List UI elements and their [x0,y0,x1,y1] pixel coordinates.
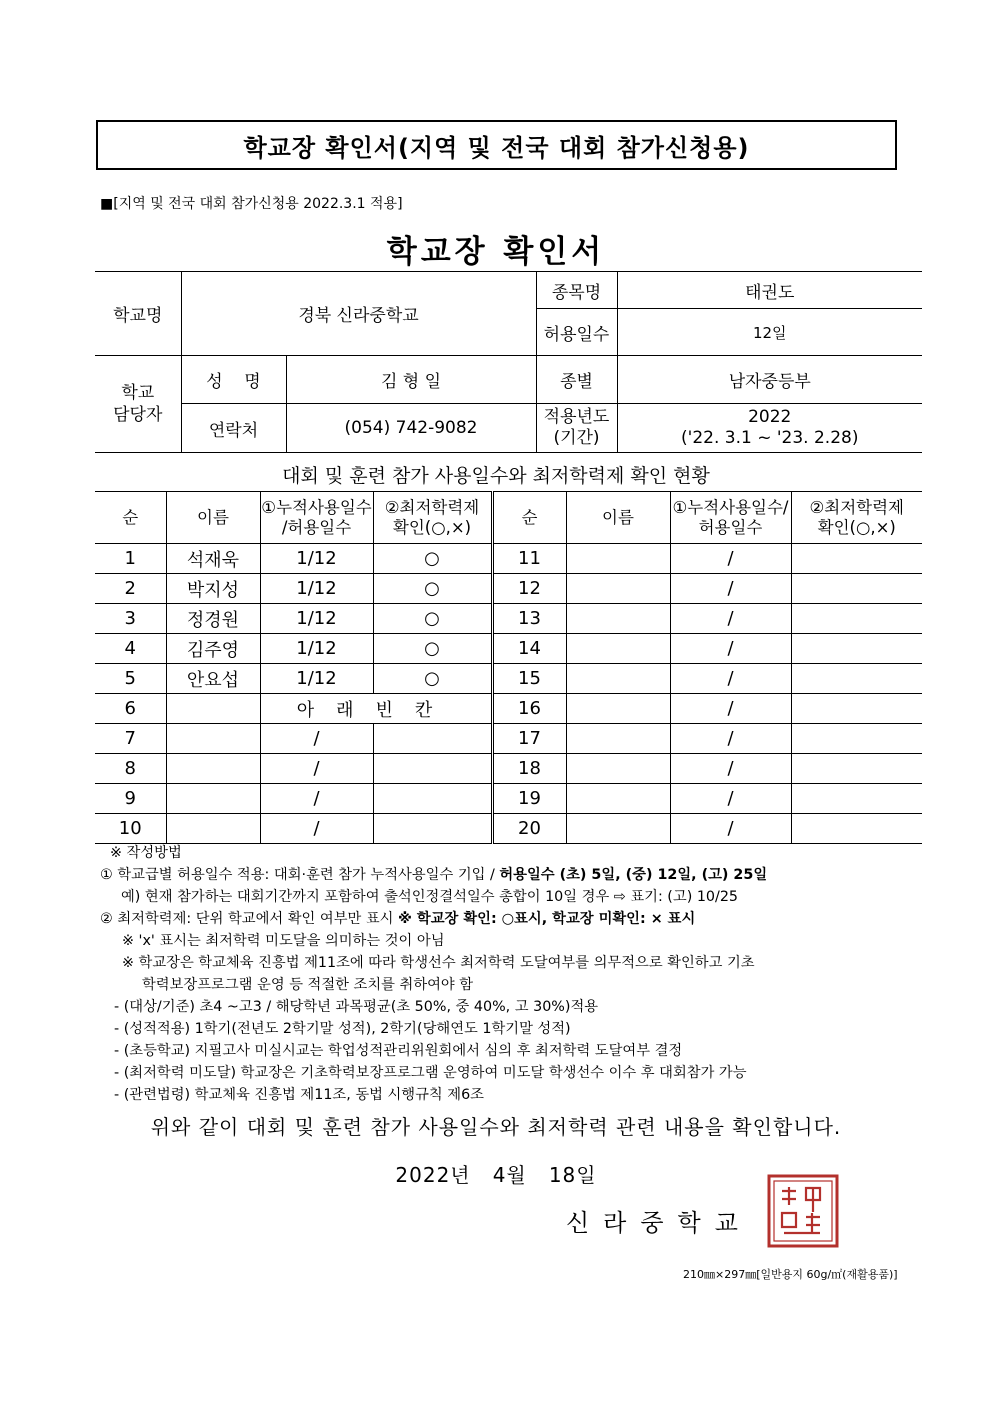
table-row [95,604,922,634]
roster-cell-check2 [791,634,922,664]
roster-cell-check2 [791,754,922,784]
instruction-min-academic [100,908,930,930]
roster-cell-name2 [566,724,670,754]
instruction-text: ① 학교급별 허용일수 적용: 대회·훈련 참가 누적사용일수 기입 / [100,867,500,883]
roster-cell-ratio1: / [260,784,373,814]
roster-cell-check1 [373,754,492,784]
roster-cell-ratio1: 1/12 [260,604,373,634]
roster-cell-n1: 6 [95,694,166,724]
contact-label: 연락처 [181,404,286,453]
table-row [95,574,922,604]
roster-cell-name1 [166,754,260,784]
roster-header-6: ①누적사용일수/ 허용일수 [670,492,791,544]
name-label: 성 명 [181,356,286,404]
roster-cell-n1: 2 [95,574,166,604]
roster-cell-name1: 정경원 [166,604,260,634]
document-title: 학교장 확인서(지역 및 전국 대회 참가신청용) [243,133,750,162]
instruction-allowed-days [100,864,930,886]
roster-table [95,491,922,844]
main-title: 학교장 확인서 [386,234,606,270]
roster-cell-check2 [791,814,922,844]
year-label: 적용년도 (기간) [536,404,617,453]
table-row [95,724,922,754]
roster-cell-n2: 14 [492,634,566,664]
roster-cell-name1: 김주영 [166,634,260,664]
roster-cell-ratio2: / [670,574,791,604]
roster-cell-n1: 10 [95,814,166,844]
table-row [95,544,922,574]
roster-header-4: 순 [492,492,566,544]
roster-cell-check1: ○ [373,604,492,634]
roster-header-5: 이름 [566,492,670,544]
allowed-days-label: 허용일수 [536,309,617,356]
school-seal-stamp [766,1173,840,1249]
instruction-x-meaning: ※ 'x' 표시는 최저학력 미도달을 의미하는 것이 아님 [122,933,445,949]
table-row [95,784,922,814]
roster-cell-check1: ○ [373,634,492,664]
table-row [95,814,922,844]
confirmation-statement: 위와 같이 대회 및 훈련 참가 사용일수와 최저학력 관련 내용을 확인합니다. [150,1115,842,1139]
roster-cell-check1: ○ [373,664,492,694]
roster-cell-n2: 19 [492,784,566,814]
roster-cell-check2 [791,694,922,724]
roster-cell-n2: 17 [492,724,566,754]
roster-cell-n2: 11 [492,544,566,574]
roster-cell-name1: 안요섭 [166,664,260,694]
paper-spec: 210㎜×297㎜[일반용지 60g/㎡(재활용품)] [683,1268,898,1281]
blank-below-note: 아래빈칸 [260,694,492,724]
roster-cell-name2 [566,544,670,574]
roster-cell-check2 [791,604,922,634]
roster-cell-name1: 박지성 [166,574,260,604]
roster-cell-check2 [791,784,922,814]
roster-cell-name1 [166,784,260,814]
roster-cell-n1: 8 [95,754,166,784]
instruction-principal-duty-cont: 학력보장프로그램 운영 등 적절한 조치를 취하여야 함 [142,977,474,993]
roster-cell-n2: 20 [492,814,566,844]
roster-cell-n1: 4 [95,634,166,664]
document-title-box [96,120,897,170]
year-cell [617,404,922,453]
principal-check-rule: ※ 학교장 확인: ○표시, 학교장 미확인: × 표시 [398,911,696,927]
application-note: ■[지역 및 전국 대회 참가신청용 2022.3.1 적용] [100,196,403,212]
roster-header-2: ①누적사용일수 /허용일수 [260,492,373,544]
sport-value: 태권도 [617,272,922,309]
school-info-table [95,271,922,453]
roster-cell-check1 [373,724,492,754]
table-row [95,664,922,694]
roster-cell-ratio2: / [670,814,791,844]
roster-cell-ratio1: 1/12 [260,664,373,694]
roster-cell-n1: 7 [95,724,166,754]
table-row [95,634,922,664]
roster-header-1: 이름 [166,492,260,544]
roster-cell-ratio2: / [670,754,791,784]
issue-date: 2022년 4월 18일 [395,1163,597,1187]
sport-label: 종목명 [536,272,617,309]
roster-cell-check2 [791,724,922,754]
roster-cell-name1 [166,694,260,724]
table-row [95,754,922,784]
roster-cell-check2 [791,664,922,694]
period-value: ('22. 3.1 ~ '23. 2.28) [681,428,859,448]
instructions-heading: ※ 작성방법 [110,845,182,861]
instruction-example: 예) 현재 참가하는 대회기간까지 포함하여 출석인정결석일수 총합이 10일 경우 ⇨ 표기: (고) 10/25 [121,889,739,905]
roster-cell-ratio2: / [670,604,791,634]
roster-cell-name2 [566,814,670,844]
roster-cell-name2 [566,694,670,724]
roster-cell-ratio1: / [260,814,373,844]
school-name-label: 학교명 [95,272,181,356]
roster-header-0: 순 [95,492,166,544]
roster-cell-n2: 13 [492,604,566,634]
roster-cell-n1: 3 [95,604,166,634]
roster-header-7: ②최저학력제 확인(○,×) [791,492,922,544]
division-value: 남자중등부 [617,356,922,404]
roster-cell-name2 [566,634,670,664]
section-title: 대회 및 훈련 참가 사용일수와 최저학력제 확인 현황 [282,465,710,487]
roster-cell-name2 [566,574,670,604]
roster-cell-check2 [791,544,922,574]
instruction-law: - (관련법령) 학교체육 진흥법 제11조, 동법 시행규칙 제6조 [114,1087,484,1103]
roster-cell-ratio2: / [670,664,791,694]
manager-label: 학교 담당자 [95,356,181,453]
roster-cell-name2 [566,664,670,694]
roster-cell-name1 [166,814,260,844]
roster-cell-ratio1: 1/12 [260,544,373,574]
roster-cell-name1: 석재욱 [166,544,260,574]
roster-cell-check1: ○ [373,544,492,574]
roster-cell-n1: 9 [95,784,166,814]
instruction-text: ② 최저학력제: 단위 학교에서 확인 여부만 표시 [100,911,399,927]
roster-cell-ratio2: / [670,634,791,664]
roster-cell-ratio2: / [670,724,791,754]
year-value: 2022 [748,406,792,427]
allowed-days-rule: 허용일수 (초) 5일, (중) 12일, (고) 25일 [499,867,768,883]
roster-cell-name2 [566,784,670,814]
roster-cell-ratio2: / [670,784,791,814]
roster-cell-n1: 1 [95,544,166,574]
roster-cell-n2: 15 [492,664,566,694]
roster-cell-ratio2: / [670,544,791,574]
roster-cell-ratio1: / [260,754,373,784]
division-label: 종별 [536,356,617,404]
roster-cell-ratio1: 1/12 [260,634,373,664]
roster-header-3: ②최저학력제 확인(○,×) [373,492,492,544]
roster-cell-name2 [566,754,670,784]
roster-cell-n2: 18 [492,754,566,784]
instruction-grades: - (성적적용) 1학기(전년도 2학기말 성적), 2학기(당해연도 1학기말 성적) [114,1021,571,1037]
roster-cell-name2 [566,604,670,634]
roster-cell-n2: 16 [492,694,566,724]
allowed-days-value: 12일 [617,309,922,356]
roster-cell-check1 [373,784,492,814]
contact-value: (054) 742-9082 [286,404,536,453]
school-name-value: 경북 신라중학교 [181,272,536,356]
school-signature: 신라중학교 [566,1209,752,1237]
roster-cell-n2: 12 [492,574,566,604]
roster-cell-name1 [166,724,260,754]
writing-instructions [100,842,930,1106]
table-row [95,694,922,724]
instruction-elementary: - (초등학교) 지필고사 미실시교는 학업성적관리위원회에서 심의 후 최저학력 도달여부 결정 [114,1043,683,1059]
roster-cell-ratio1: / [260,724,373,754]
roster-cell-check2 [791,574,922,604]
roster-cell-n1: 5 [95,664,166,694]
name-value: 김 형 일 [286,356,536,404]
roster-cell-ratio1: 1/12 [260,574,373,604]
instruction-principal-duty: ※ 학교장은 학교체육 진흥법 제11조에 따라 학생선수 최저학력 도달여부를 의무적으로 확인하고 기초 [122,955,755,971]
roster-cell-check1: ○ [373,574,492,604]
instruction-target: - (대상/기준) 초4 ~고3 / 해당학년 과목평균(초 50%, 중 40%, 고 30%)적용 [114,999,599,1015]
roster-cell-check1 [373,814,492,844]
roster-cell-ratio2: / [670,694,791,724]
instruction-not-reached: - (최저학력 미도달) 학교장은 기초학력보장프로그램 운영하여 미도달 학생선수 이수 후 대회참가 가능 [114,1065,747,1081]
